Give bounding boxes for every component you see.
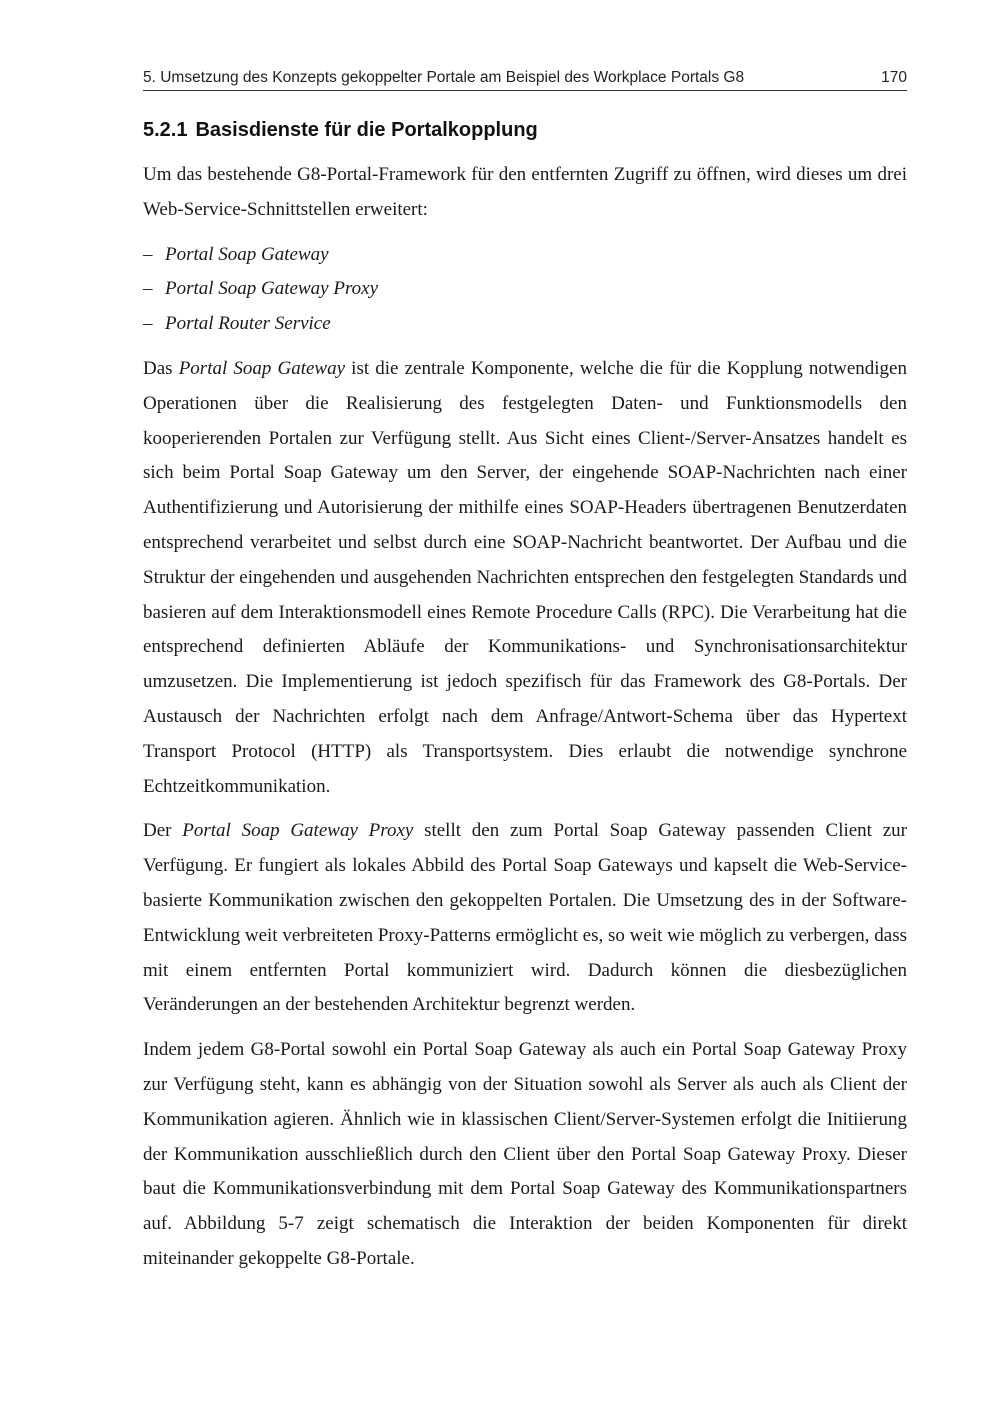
bullet-marker: – [143,313,153,335]
paragraph-body: ist die zentrale Komponente, welche die für die Kopplung notwendigen Operationen über die Realisierung des festgelegten Daten- und Funktionsmodells den kooperierenden Portalen zur Verfügung stellt. Aus Sicht eines Client-/Server-Ansatzes handelt es sich beim Portal Soap Gateway um den Server, der eingehende SOAP-Nachrichten nach einer Authentifizierung und Autorisierung der mithilfe eines SOAP-Headers übertragenen Benutzerdaten entsprechend verarbeitet und selbst durch eine SOAP-Nachricht beantwortet. Der Aufbau und die Struktur der eingehenden und ausgehenden Nachrichten entsprechen den festgelegten Standards und basieren auf dem Interaktionsmodell eines Remote Procedure Calls (RPC). Die Verarbeitung hat die entsprechend definierten Abläufe der Kommunikations- und Synchronisationsarchitektur umzusetzen. Die Implementierung ist jedoch spezifisch für das Framework des G8-Portals. Der Austausch der Nachrichten erfolgt nach dem Anfrage/Antwort-Schema über das Hypertext Transport Protocol (HTTP) als Transportsystem. Dies erlaubt die notwendige synchrone Echtzeitkommunikation. [143,357,907,797]
bullet-marker: – [143,278,153,300]
list-item [143,272,907,307]
section-heading [143,119,907,142]
list-item-text: Portal Soap Gateway [165,243,329,265]
document-page [143,64,907,1277]
term-portal-soap-gateway: Portal Soap Gateway [178,357,346,379]
paragraph-lead: Das [143,357,179,379]
intro-paragraph: Um das bestehende G8-Portal-Framework für den entfernten Zugriff zu öffnen, wird dieses um drei Web-Service-Schnittstellen erweitert: [143,164,907,220]
gateway-paragraph [143,352,907,804]
page-number: 170 [881,69,907,86]
term-portal-soap-gateway-proxy: Portal Soap Gateway Proxy [182,820,414,842]
running-header [143,64,907,91]
running-header-title: 5. Umsetzung des Konzepts gekoppelter Portale am Beispiel des Workplace Portals G8 [143,69,745,86]
bullet-marker: – [143,243,153,265]
section-number: 5.2.1 [143,119,188,141]
paragraph-lead: Der [143,820,183,842]
list-item [143,307,907,342]
interaction-paragraph: Indem jedem G8-Portal sowohl ein Portal Soap Gateway als auch ein Portal Soap Gateway Proxy zur Verfügung steht, kann es abhängig von der Situation sowohl als Server als auch als Client der Kommunikation agieren. Ähnlich wie in klassischen Client/Server-Systemen erfolgt die Initiierung der Kommunikation ausschließlich durch den Client über den Portal Soap Gateway Proxy. Dieser baut die Kommunikationsverbindung mit dem Portal Soap Gateway des Kommunikationspartners auf. Abbildung 5-7 zeigt schematisch die Interaktion der beiden Komponenten für direkt miteinander gekoppelte G8-Portale. [143,1039,907,1269]
list-item-text: Portal Router Service [165,313,331,335]
proxy-paragraph [143,814,907,1023]
list-item [143,238,907,273]
component-list [143,238,907,342]
list-item-text: Portal Soap Gateway Proxy [165,278,379,300]
paragraph-body: stellt den zum Portal Soap Gateway passenden Client zur Verfügung. Er fungiert als lokales Abbild des Portal Soap Gateways und kapselt die Web-Service-basierte Kommunikation zwischen den gekoppelten Portalen. Die Umsetzung des in der Software-Entwicklung weit verbreiteten Proxy-Patterns ermöglicht es, so weit wie möglich zu verbergen, dass mit einem entfernten Portal kommuniziert wird. Dadurch können die diesbezüglichen Veränderungen an der bestehenden Architektur begrenzt werden. [143,820,907,1016]
section-title: Basisdienste für die Portalkopplung [195,119,538,141]
